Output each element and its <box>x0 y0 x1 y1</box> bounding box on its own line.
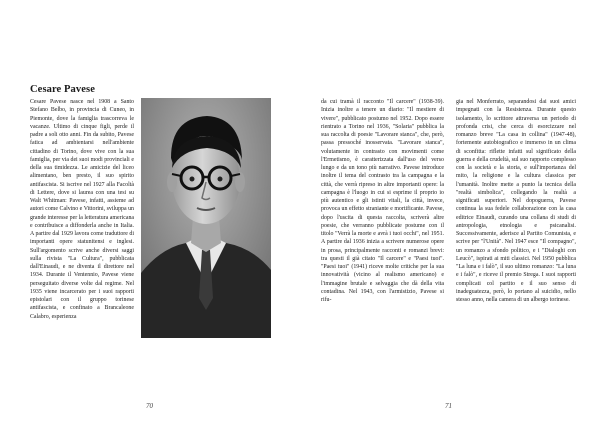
page-number: 71 <box>445 402 452 410</box>
body-text-column-1: da cui tramà il racconto "Il carcere" (1938-39). Inizia inoltre a tenere un diario: "Il mestiere di vivere", pubblicato postumo nel 1952. Dopo essere rientrato a Torino nel 1936, "Solaria" pubblica la sua raccolta di poesie "Lavorare stanca", che, però, passa pressoché inosservata. "Lavorare stanca", volutamente in contrasto con movimenti come l'Ermetismo, è caratterizzata dall'uso del verso lungo e da un tono più narrativo. Pavese introduce inoltre il tema del contrasto tra la campagna e la città, che verrà ripreso in altre importanti opere: la campagna è l'luogo in cui si esprime il proprio io più autentico e gli istinti vitali, la città, invece, provoca un effetto straniante e mortificante. Pavese, dopo l'uscita di questa raccolta, scriverà altre poesie, che verranno pubblicate postume con il titolo "Verrà la morte e avrà i tuoi occhi", nel 1951. A partire dal 1936 inizia a scrivere numerose opere in prosa, principalmente racconti e romanzi brevi: tra questi il già citato "Il carcere" e "Paesi tuoi". "Paesi tuoi" (1941) riceve molte critiche per la sua innovatività (vicino al realismo americano) e l'immagine brutale e selvaggia che dà della vita contadina. Nel 1943, con l'armistizio, Pavese si rifu- <box>321 99 444 303</box>
portrait-photo-svg <box>141 98 271 338</box>
page-number: 70 <box>146 402 153 410</box>
right-page <box>300 0 600 424</box>
portrait-photo-icon <box>141 98 271 338</box>
page-heading: Cesare Pavese <box>30 84 95 95</box>
body-text-column-2: gia nel Monferrato, separandosi dai suoi amici impegnati con la Resistenza. Durante questo isolamento, lo scrittore attraversa un periodo di profonda crisi, che cerca di esorcizzare nel romanzo breve "La casa in collina" (1947-48), fortemente autobiografico e immerso in un clima di sconfitta: riflette infatti sul significato della guerra e della crudeltà, sul suo rapporto complesso con la società e la storia, e sull'importanza del mito, la religione e la cultura classica per l'umanità. Inoltre mette a punto la tecnica della "realtà simbolica", collegando la realtà a significati superiori. Nel dopoguerra, Pavese continua la sua fedele collaborazione con la casa editrice Einaudi, curando una collana di studi di antropologia, etnologia e psicanalisi. Successivamente, aderisce al Partito Comunista, e scrive per "l'Unità". Nel 1947 esce "Il compagno", un romanzo a sfondo politico, e i "Dialoghi con Leucò", ispirati ai miti classici. Nel 1950 pubblica "La luna e i falò", il suo ultimo romanzo: "La luna e i falò", e riceve il premio Strega. I suoi rapporti complicati col partito e il suo senso di inadeguatezza, però, lo portano al suicidio, nello stesso anno, nella camera di un albergo torinese. <box>456 99 576 303</box>
body-text-column: Cesare Pavese nasce nel 1908 a Santo Stefano Belbo, in provincia di Cuneo, in Piemonte, dove la famiglia trascorreva le vacanze. Ultimo di cinque figli, perde il padre a soli otto anni. Fin da subito, Pavese fatica ad ambientarsi nell'ambiente cittadino di Torino, dove vive con la sua famiglia, per via dei suoi modi provinciali e della sua timidezza. Le amicizie del liceo alimentano, ben presto, il suo spirito antifascista. Si iscrive nel 1927 alla Facoltà di Lettere, dove si laurea con una tesi su Walt Whitman: Pavese, infatti, assieme ad autori come Calvino e Vittorini, sviluppa un grande interesse per la letteratura americana e contribuisce a diffonderla anche in Italia. A partire dal 1929 lavora come traduttore di importanti opere statunitensi e inglesi. Sull'argomento scrive anche diversi saggi sulla rivista "La Cultura", pubblicata dall'Einaudi, e ne diventa il direttore nel 1934. Durante il Ventennio, Pavese viene perseguitato diverse volte dal regime. Nel 1935 viene incarcerato per i suoi rapporti epistolari con il gruppo torinese antifascista, e confinato a Brancaleone Calabro, esperienza <box>30 99 134 320</box>
